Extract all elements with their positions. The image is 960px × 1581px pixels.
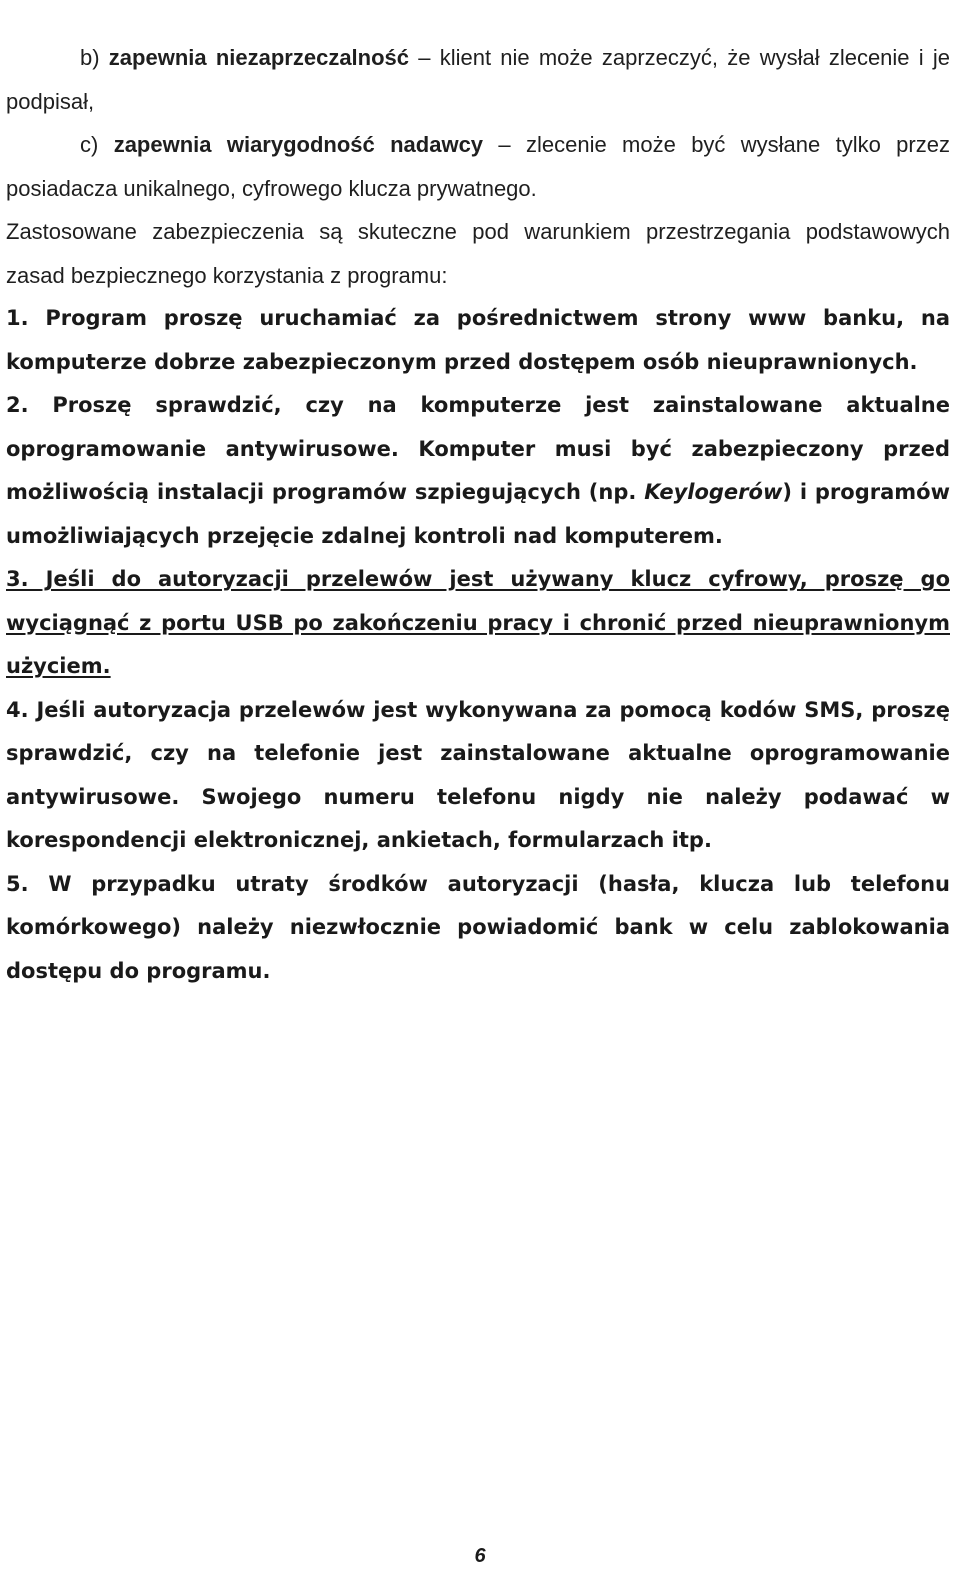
item-c-paragraph <box>6 123 950 210</box>
item-b-text: – klient nie może zaprzeczyć, że wysłał zlecenie i je podpisał, <box>6 45 950 114</box>
rule-2-text-before: 2. Proszę sprawdzić, czy na komputerze jest zainstalowane aktualne oprogramowanie antywirusowe. Komputer musi być zabezpieczony przed możliwością instalacji programów szpiegujących (np. <box>6 393 950 504</box>
rule-1-paragraph: 1. Program proszę uruchamiać za pośrednictwem strony www banku, na komputerze dobrze zabezpieczonym przed dostępem osób nieuprawnionych. <box>6 306 950 374</box>
rule-4-paragraph: 4. Jeśli autoryzacja przelewów jest wykonywana za pomocą kodów SMS, proszę sprawdzić, czy na telefonie jest zainstalowane aktualne oprogramowanie antywirusowe. Swojego numeru telefonu nigdy nie należy podawać w korespondencji elektronicznej, ankietach, formularzach itp. <box>6 697 950 852</box>
page-number: 6 <box>474 1545 486 1567</box>
rule-3-paragraph: 3. Jeśli do autoryzacji przelewów jest używany klucz cyfrowy, proszę go wyciągnąć z portu USB po zakończeniu pracy i chronić przed nieuprawnionym użyciem. <box>6 567 950 678</box>
rule-2-text-after: ) i programów umożliwiających przejęcie zdalnej kontroli nad komputerem. <box>6 480 950 548</box>
item-b-prefix: b) <box>80 45 109 70</box>
item-b-paragraph <box>6 36 950 123</box>
page-content <box>6 36 950 993</box>
rule-5-paragraph: 5. W przypadku utraty środków autoryzacji (hasła, klucza lub telefonu komórkowego) należy niezwłocznie powiadomić bank w celu zablokowania dostępu do programu. <box>6 871 950 983</box>
item-c-bold-term: zapewnia wiarygodność nadawcy <box>113 132 484 157</box>
rule-2-paragraph <box>6 384 950 558</box>
rule-2-italic-term: Keylogerów <box>644 480 783 504</box>
item-c-text: – zlecenie może być wysłane tylko przez posiadacza unikalnego, cyfrowego klucza prywatnego. <box>6 132 950 201</box>
item-b-bold-term: zapewnia niezaprzeczalność <box>108 45 410 70</box>
item-c-prefix: c) <box>80 132 114 157</box>
intro-paragraph: Zastosowane zabezpieczenia są skuteczne pod warunkiem przestrzegania podstawowych zasad bezpiecznego korzystania z programu: <box>6 219 950 288</box>
